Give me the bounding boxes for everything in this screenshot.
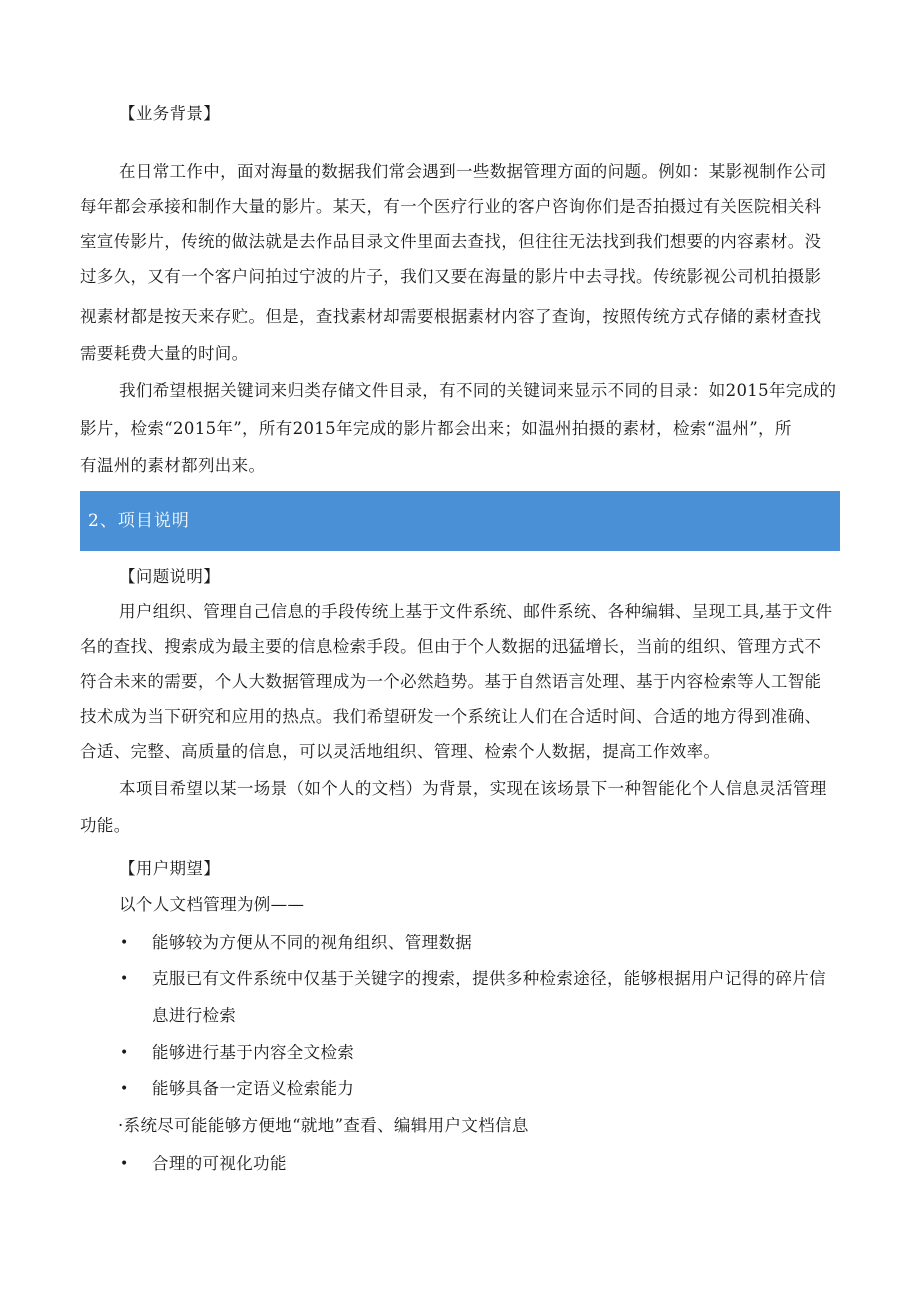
expect-item-4: 能够具备一定语义检索能力 <box>152 1079 355 1098</box>
expect-item-2: 克服已有文件系统中仅基于关键字的搜索，提供多种检索途径，能够根据用户记得的碎片信 <box>152 969 826 988</box>
problem-para1-line3: 符合未来的需要，个人大数据管理成为一个必然趋势。基于自然语言处理、基于内容检索等人工智能 <box>80 672 822 691</box>
section-heading-bar <box>80 491 840 551</box>
business-para1-line2: 每年都会承接和制作大量的影片。某天，有一个医疗行业的客户咨询你们是否拍摄过有关医院相关科 <box>80 197 822 216</box>
bullet-dot: • <box>120 1081 129 1097</box>
bullet-dot: • <box>120 935 129 951</box>
problem-para1-line2: 名的查找、搜索成为最主要的信息检索手段。但由于个人数据的迅猛增长，当前的组织、管理方式不 <box>80 637 822 656</box>
expect-item-3: 能够进行基于内容全文检索 <box>152 1043 355 1062</box>
problem-para2-line2: 功能。 <box>80 816 131 835</box>
business-para1-line1: 在日常工作中，面对海量的数据我们常会遇到一些数据管理方面的问题。例如：某影视制作公司 <box>119 162 827 181</box>
problem-para1-line4: 技术成为当下研究和应用的热点。我们希望研发一个系统让人们在合适时间、合适的地方得到准确、 <box>80 707 822 726</box>
expect-item-2-cont: 息进行检索 <box>152 1006 237 1025</box>
expect-item-1: 能够较为方便从不同的视角组织、管理数据 <box>152 933 473 952</box>
expect-heading: 【用户期望】 <box>119 859 221 878</box>
bullet-dot: • <box>120 1156 129 1172</box>
business-para2-line3: 有温州的素材都列出来。 <box>80 456 266 475</box>
bullet-dot: • <box>120 1045 129 1061</box>
expect-intro: 以个人文档管理为例—— <box>119 895 305 914</box>
business-para2-line1: 我们希望根据关键词来归类存储文件目录，有不同的关键词来显示不同的目录：如2015年完成的 <box>119 381 837 400</box>
business-heading: 【业务背景】 <box>119 104 221 123</box>
business-para1-line3: 室宣传影片，传统的做法就是去作品目录文件里面去查找，但往往无法找到我们想要的内容素材。没 <box>80 232 822 251</box>
business-para2-line2: 影片，检索“2015年”，所有2015年完成的影片都会出来；如温州拍摄的素材，检索“温州”，所 <box>80 419 792 438</box>
problem-para1-line5: 合适、完整、高质量的信息，可以灵活地组织、管理、检索个人数据，提高工作效率。 <box>80 742 721 761</box>
expect-item-5: ·系统尽可能能够方便地“就地”查看、编辑用户文档信息 <box>118 1116 529 1135</box>
problem-para2-line1: 本项目希望以某一场景（如个人的文档）为背景，实现在该场景下一种智能化个人信息灵活管理 <box>119 779 827 798</box>
business-para1-line5: 视素材都是按天来存贮。但是，查找素材却需要根据素材内容了查询，按照传统方式存储的素材查找 <box>80 307 822 326</box>
business-para1-line6: 需要耗费大量的时间。 <box>80 344 249 363</box>
business-para1-line4: 过多久，又有一个客户问拍过宁波的片子，我们又要在海量的影片中去寻找。传统影视公司机拍摄影 <box>80 267 822 286</box>
problem-para1-line1: 用户组织、管理自己信息的手段传统上基于文件系统、邮件系统、各种编辑、呈现工具,基于文件 <box>119 602 833 621</box>
expect-item-6: 合理的可视化功能 <box>152 1154 287 1173</box>
bullet-dot: • <box>120 971 129 987</box>
section-heading-title: 2、项目说明 <box>88 511 190 531</box>
problem-heading: 【问题说明】 <box>119 567 221 586</box>
